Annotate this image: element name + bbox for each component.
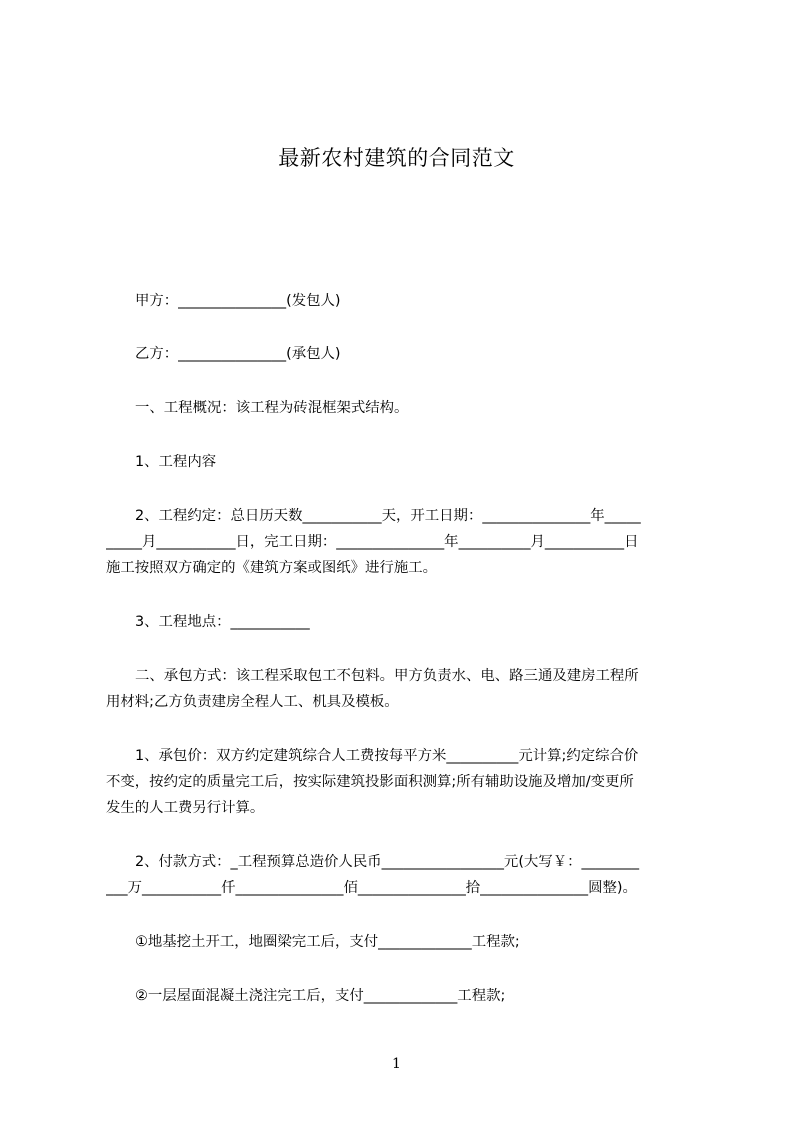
- clause-1-2-line-2: _____月___________日，完工日期：_______________年__________月___________日: [106, 534, 639, 550]
- payment-item-1: ①地基挖土开工，地圈梁完工后，支付_____________工程款;: [135, 934, 520, 950]
- section-1-heading: 一、工程概况：该工程为砖混框架式结构。: [135, 400, 409, 416]
- payment-item-2: ②一层屋面混凝土浇注完工后，支付_____________工程款;: [135, 988, 506, 1004]
- clause-1-3: 3、工程地点：___________: [135, 614, 310, 630]
- clause-2-2-line-2: ___万___________仟_______________佰_______________拾_______________圆整)。: [106, 880, 637, 896]
- document-title: 最新农村建筑的合同范文: [278, 146, 515, 170]
- section-2-line-1: 二、承包方式：该工程采取包工不包料。甲方负责水、电、路三通及建房工程所: [135, 668, 639, 684]
- page-number: 1: [392, 1056, 401, 1072]
- party-a-line: 甲方：_______________(发包人): [135, 293, 341, 309]
- section-2-line-2: 用材料;乙方负责建房全程人工、机具及模板。: [106, 694, 399, 710]
- party-b-line: 乙方：_______________(承包人): [135, 346, 341, 362]
- clause-2-2-line-1: 2、付款方式：_工程预算总造价人民币_________________元(大写￥：________: [135, 854, 640, 870]
- clause-1-2-line-1: 2、工程约定：总日历天数___________天，开工日期：_______________年_____: [135, 508, 641, 524]
- clause-1-1: 1、工程内容: [135, 454, 217, 470]
- clause-2-1-line-1: 1、承包价：双方约定建筑综合人工费按每平方米__________元计算;约定综合价: [135, 748, 639, 764]
- clause-2-1-line-2: 不变，按约定的质量完工后，按实际建筑投影面积测算;所有辅助设施及增加/变更所: [106, 774, 634, 790]
- clause-1-2-line-3: 施工按照双方确定的《建筑方案或图纸》进行施工。: [106, 560, 437, 576]
- clause-2-1-line-3: 发生的人工费另行计算。: [106, 800, 265, 816]
